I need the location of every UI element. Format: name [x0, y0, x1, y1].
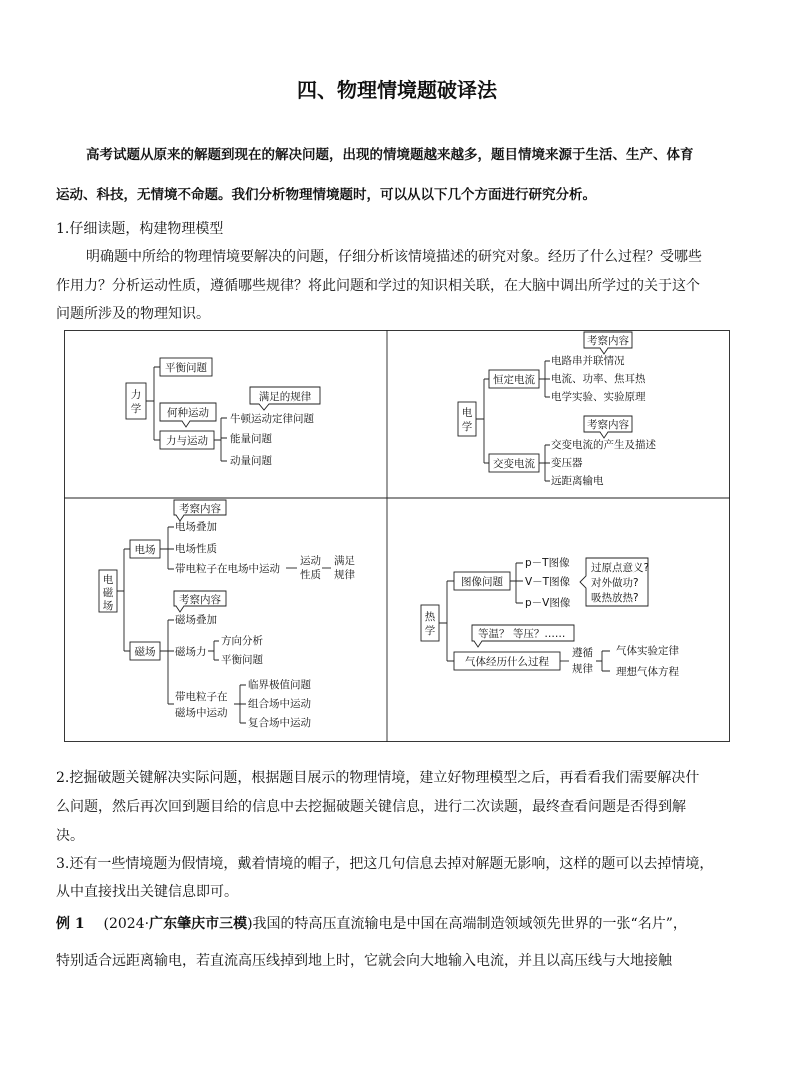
elec-root-1: 电	[461, 407, 473, 419]
elec-const-item-1: 电路串并联情况	[551, 355, 625, 367]
heat-state-text: 等温？ 等压？……	[478, 628, 566, 640]
em-m-particle-item-2: 组合场中运动	[248, 698, 311, 710]
heat-root-2: 学	[424, 625, 436, 637]
em-e-motion-1: 运动	[300, 555, 321, 567]
em-m-particle-item-3: 复合场中运动	[248, 717, 311, 729]
heat-panel	[421, 556, 679, 678]
em-e-item-1: 电场叠加	[175, 521, 217, 533]
em-mfield: 磁场	[134, 646, 156, 658]
elec-const-item-2: 电流、功率、焦耳热	[551, 373, 646, 385]
elec-bubble-2-text: 考察内容	[587, 419, 629, 431]
heat-graph-item-1: p－T图像	[525, 557, 570, 569]
heat-graph-item-3: p－V图像	[525, 597, 571, 609]
elec-const-item-3: 电学实验、实验原理	[551, 391, 646, 403]
example-label: 例 1	[56, 916, 85, 932]
em-e-motion-2: 性质	[300, 569, 321, 581]
em-bubble-1-text: 考察内容	[179, 503, 221, 515]
section1-line-3: 问题所涉及的物理知识。	[56, 306, 210, 322]
heat-question-3: 吸热放热?	[591, 592, 639, 604]
em-m-force-item-1: 方向分析	[221, 635, 263, 647]
elec-ac-item-3: 远距离输电	[551, 475, 604, 487]
em-efield: 电场	[134, 544, 156, 556]
section3-line-2: 从中直接找出关键信息即可。	[56, 884, 238, 900]
heat-question-2: 对外做功?	[591, 577, 639, 589]
em-m-force-item-2: 平衡问题	[221, 654, 263, 666]
em-m-force: 磁场力	[175, 646, 207, 658]
em-root-3: 场	[102, 600, 114, 612]
elec-ac-item-1: 交变电流的产生及描述	[551, 439, 656, 451]
section2-line-1: 2.挖掘破题关键解决实际问题，根据题目展示的物理情境，建立好物理模型之后，再看看我们需要解决什	[56, 770, 700, 786]
em-bubble-2-text: 考察内容	[179, 594, 221, 606]
intro-line-1: 高考试题从原来的解题到现在的解决问题，出现的情境题越来越多，题目情境来源于生活、生产、体育	[86, 147, 694, 163]
heat-law-1: 气体实验定律	[616, 645, 679, 657]
example-line-1	[56, 913, 687, 933]
section3-line-1: 3.还有一些情境题为假情境，戴着情境的帽子，把这几句信息去掉对解题无影响，这样的题可以去掉情境，	[56, 856, 714, 872]
elec-bubble-1-text: 考察内容	[587, 335, 629, 347]
heat-follow-2: 规律	[572, 663, 593, 675]
heat-graph-item-2: V－T图像	[525, 576, 571, 588]
em-m-particle-1: 带电粒子在	[175, 691, 228, 703]
heat-law-2: 理想气体方程	[616, 666, 679, 678]
section2-line-2: 么问题，然后再次回到题目给的信息中去挖掘破题关键信息，进行二次读题，最终查看问题是否得到解	[56, 799, 686, 815]
mech-item-2: 能量问题	[230, 433, 272, 445]
em-e-item-2: 电场性质	[175, 543, 217, 555]
mech-what-motion: 何种运动	[167, 407, 209, 419]
example-line-2: 特别适合远距离输电，若直流高压线掉到地上时，它就会向大地输入电流，并且以高压线与大地接触	[56, 953, 672, 969]
em-e-item-3: 带电粒子在电场中运动	[175, 563, 280, 575]
section1-line-2: 作用力？分析运动性质，遵循哪些规律？将此问题和学过的知识相关联，在大脑中调出所学过的关于这个	[56, 278, 700, 294]
intro-line-2: 运动、科技，无情境不命题。我们分析物理情境题时，可以从以下几个方面进行研究分析。	[56, 187, 596, 203]
em-root-1: 电	[102, 574, 114, 586]
electricity-panel	[458, 332, 656, 487]
heat-question-1: 过原点意义?	[591, 562, 650, 574]
page-title: 四、物理情境题破译法	[297, 78, 497, 102]
mech-item-1: 牛顿运动定律问题	[230, 413, 314, 425]
mechanics-panel	[126, 358, 320, 467]
em-panel	[99, 500, 355, 729]
example-source: 广东肇庆市三模	[149, 916, 248, 932]
example-source-prefix: (2024·	[103, 916, 150, 932]
elec-ac-item-2: 变压器	[551, 457, 583, 469]
em-root-2: 磁	[102, 587, 114, 599]
mech-root-1: 力	[130, 389, 142, 401]
section2-line-3: 决。	[56, 828, 84, 844]
em-e-law-1: 满足	[334, 555, 355, 567]
elec-root-2: 学	[461, 421, 473, 433]
example-line-1-rest: )我国的特高压直流输电是中国在高端制造领域领先世界的一张“名片”，	[247, 916, 687, 932]
em-m-particle-2: 磁场中运动	[175, 707, 228, 719]
elec-ac: 交变电流	[493, 458, 535, 470]
heat-follow-1: 遵循	[572, 647, 593, 659]
knowledge-diagram	[64, 330, 730, 742]
em-e-law-2: 规律	[334, 569, 355, 581]
mech-item-3: 动量问题	[230, 455, 272, 467]
mech-force-motion: 力与运动	[166, 435, 208, 447]
heat-process: 气体经历什么过程	[465, 656, 549, 668]
heat-graph: 图像问题	[461, 576, 503, 588]
mech-balance: 平衡问题	[165, 362, 207, 374]
em-m-particle-item-1: 临界极值问题	[248, 679, 311, 691]
mech-root-2: 学	[130, 403, 142, 415]
em-m-super: 磁场叠加	[175, 614, 217, 626]
elec-const: 恒定电流	[493, 374, 535, 386]
heat-root-1: 热	[424, 611, 436, 623]
section1-line-1: 明确题中所给的物理情境要解决的问题，仔细分析该情境描述的研究对象。经历了什么过程？受哪些	[86, 249, 702, 265]
mech-law: 满足的规律	[258, 391, 312, 403]
section1-heading: 1.仔细读题，构建物理模型	[56, 221, 224, 237]
